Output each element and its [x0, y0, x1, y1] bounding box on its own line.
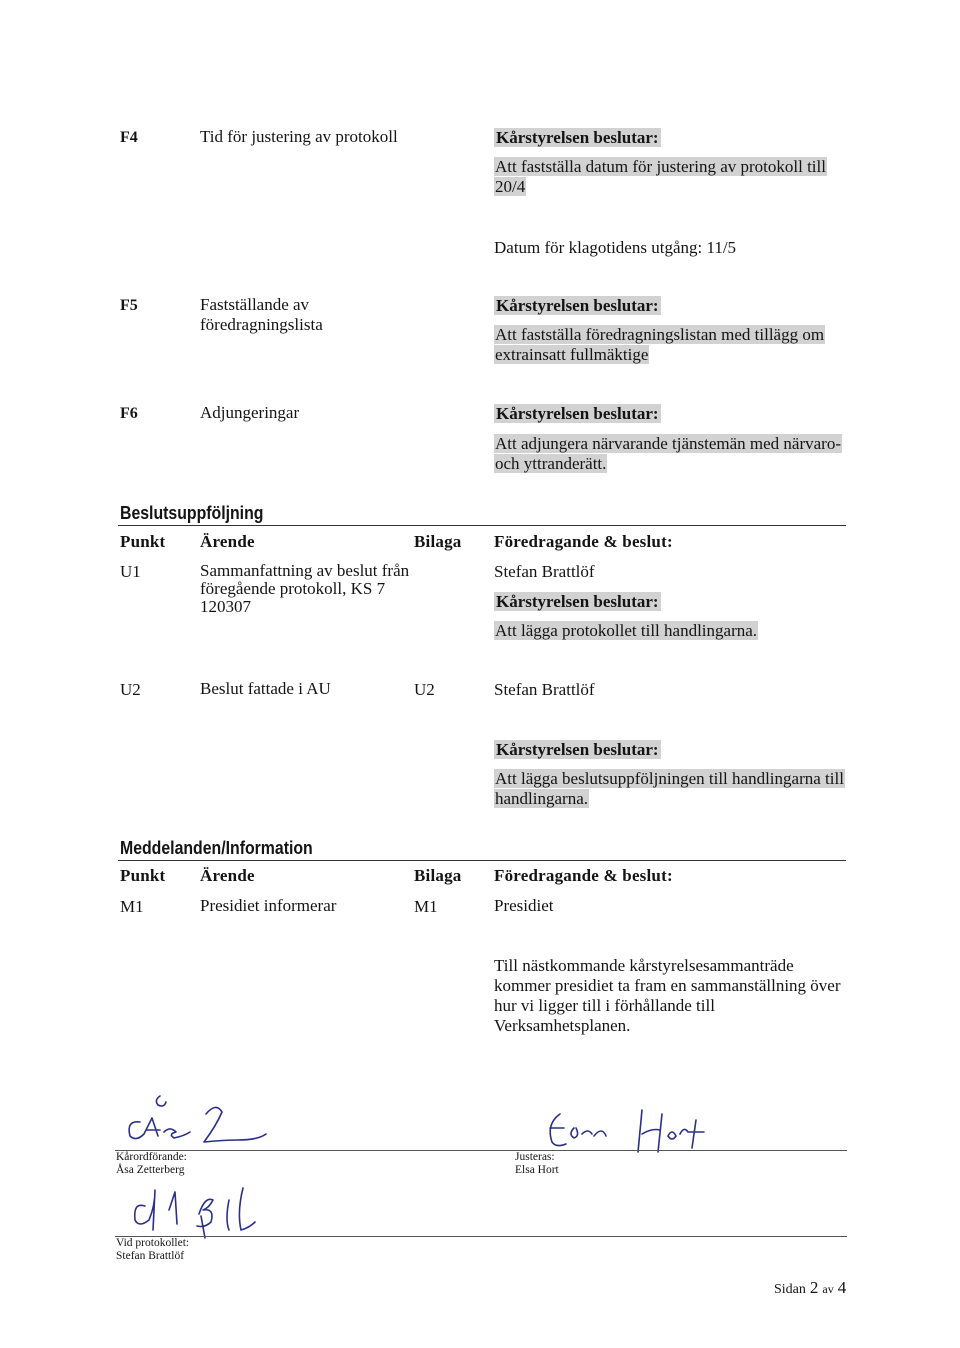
- u1-decision-heading: Kårstyrelsen beslutar:: [496, 592, 659, 611]
- karordforande-label: Kårordförande:: [116, 1151, 187, 1163]
- u1-punkt: U1: [120, 562, 141, 581]
- vid-protokollet-label: Vid protokollet:: [116, 1237, 190, 1249]
- karordforande-name: Åsa Zetterberg: [116, 1164, 185, 1176]
- column-header-bilaga: Bilaga: [414, 866, 462, 885]
- f5-decision-text: Att fastställa föredragningslistan med tillägg om extrainsatt fullmäktige: [495, 325, 825, 364]
- f5-punkt: F5: [120, 297, 138, 314]
- column-header-punkt: Punkt: [120, 532, 166, 551]
- page-number: [774, 1278, 846, 1298]
- section-rule: [118, 860, 846, 861]
- u2-decision-text: Att lägga beslutsuppföljningen till handlingarna till handlingarna.: [495, 769, 844, 808]
- justeras-label: Justeras:: [515, 1151, 555, 1163]
- m1-text: Till nästkommande kårstyrelsesammanträde kommer presidiet ta fram en sammanställning över hur vi ligger till i förhållande till Verksamhetsplanen.: [494, 956, 841, 1035]
- page-current: 2: [809, 1278, 819, 1297]
- signature-justeras: [530, 1106, 710, 1156]
- m1-punkt: M1: [120, 897, 144, 916]
- u1-foredragande: Stefan Brattlöf: [494, 562, 595, 581]
- column-header-arende: Ärende: [200, 866, 255, 885]
- f4-title: Tid för justering av protokoll: [200, 127, 398, 146]
- vid-protokollet-name: Stefan Brattlöf: [116, 1250, 185, 1262]
- m1-foredragande: Presidiet: [494, 896, 554, 915]
- f4-decision-text: Att fastställa datum för justering av protokoll till 20/4: [495, 157, 826, 196]
- page-word: Sidan: [774, 1282, 806, 1297]
- f4-decision-heading: Kårstyrelsen beslutar:: [496, 128, 659, 147]
- f6-punkt: F6: [120, 405, 138, 422]
- page-total: 4: [837, 1278, 847, 1297]
- f6-decision-text: Att adjungera närvarande tjänstemän med närvaro- och yttranderätt.: [495, 434, 841, 473]
- column-header-foredragande: Föredragande & beslut:: [494, 532, 673, 551]
- u2-decision-heading: Kårstyrelsen beslutar:: [496, 740, 659, 759]
- f6-title: Adjungeringar: [200, 403, 300, 422]
- f5-title: Fastställande av föredragningslista: [200, 295, 323, 334]
- u2-foredragande: Stefan Brattlöf: [494, 680, 595, 699]
- column-header-punkt: Punkt: [120, 866, 166, 885]
- signature-vid-protokollet: [125, 1170, 295, 1240]
- section-rule: [118, 525, 846, 526]
- page-of: av: [822, 1282, 834, 1296]
- column-header-arende: Ärende: [200, 532, 255, 551]
- section-heading-meddelanden: Meddelanden/Information: [120, 838, 313, 858]
- section-heading-beslutsuppfoljning: Beslutsuppföljning: [120, 503, 264, 523]
- signature-karordforande: [110, 1092, 290, 1152]
- f5-decision-heading: Kårstyrelsen beslutar:: [496, 296, 659, 315]
- m1-bilaga: M1: [414, 897, 438, 916]
- f4-punkt: F4: [120, 129, 138, 146]
- u2-bilaga: U2: [414, 680, 435, 699]
- f4-note: Datum för klagotidens utgång: 11/5: [494, 238, 737, 257]
- signature-rule: [115, 1236, 847, 1237]
- u1-decision-text: Att lägga protokollet till handlingarna.: [495, 621, 758, 640]
- column-header-foredragande: Föredragande & beslut:: [494, 866, 673, 885]
- m1-arende: Presidiet informerar: [200, 896, 337, 915]
- u2-arende: Beslut fattade i AU: [200, 679, 331, 698]
- f6-decision-heading: Kårstyrelsen beslutar:: [496, 404, 659, 423]
- u1-arende: Sammanfattning av beslut från föregående protokoll, KS 7 120307: [200, 561, 410, 616]
- column-header-bilaga: Bilaga: [414, 532, 462, 551]
- justeras-name: Elsa Hort: [515, 1164, 559, 1176]
- signature-rule: [115, 1150, 847, 1151]
- u2-punkt: U2: [120, 680, 141, 699]
